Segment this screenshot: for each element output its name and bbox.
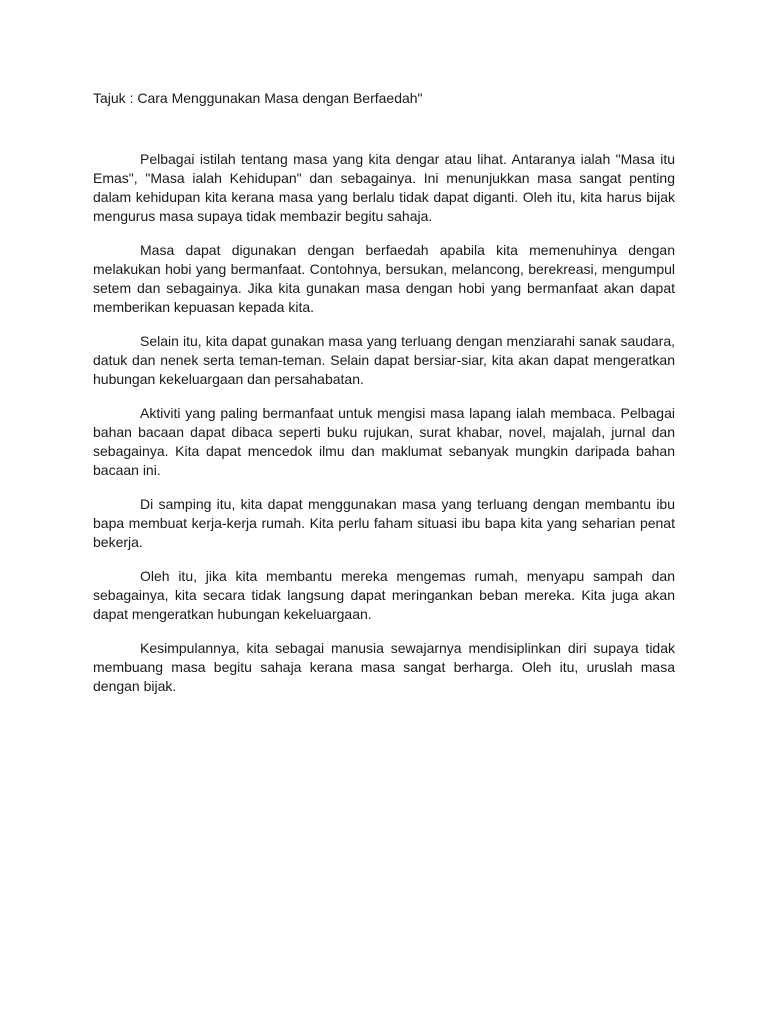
paragraph-hobbies: Masa dapat digunakan dengan berfaedah apabila kita memenuhinya dengan melakukan hobi yang bermanfaat. Contohnya, bersukan, melancong, berekreasi, mengumpul setem dan sebagainya. Jika kita gunakan masa dengan hobi yang bermanfaat akan dapat memberikan kepuasan kepada kita. — [93, 242, 675, 315]
document-title: Tajuk : Cara Menggunakan Masa dengan Berfaedah" — [93, 90, 423, 106]
paragraph-housework: Di samping itu, kita dapat menggunakan masa yang terluang dengan membantu ibu bapa membuat kerja-kerja rumah. Kita perlu faham situasi ibu bapa kita yang seharian penat bekerja. — [93, 496, 675, 550]
paragraph-reading: Aktiviti yang paling bermanfaat untuk mengisi masa lapang ialah membaca. Pelbagai bahan bacaan dapat dibaca seperti buku rujukan, surat khabar, novel, majalah, jurnal dan sebagainya. Kita dapat mencedok ilmu dan maklumat sebanyak mungkin daripada bahan bacaan ini. — [93, 405, 675, 478]
paragraph-intro: Pelbagai istilah tentang masa yang kita dengar atau lihat. Antaranya ialah "Masa itu Emas", "Masa ialah Kehidupan" dan sebagainya. Ini menunjukkan masa sangat penting dalam kehidupan kita kerana masa yang berlalu tidak dapat diganti. Oleh itu, kita harus bijak mengurus masa supaya tidak membazir begitu sahaja. — [93, 151, 675, 224]
document-body — [93, 150, 675, 711]
paragraph-helping: Oleh itu, jika kita membantu mereka mengemas rumah, menyapu sampah dan sebagainya, kita secara tidak langsung dapat meringankan beban mereka. Kita juga akan dapat mengeratkan hubungan kekeluargaan. — [93, 568, 675, 622]
paragraph-visiting: Selain itu, kita dapat gunakan masa yang terluang dengan menziarahi sanak saudara, datuk dan nenek serta teman-teman. Selain dapat bersiar-siar, kita akan dapat mengeratkan hubungan kekeluargaan dan persahabatan. — [93, 333, 675, 387]
paragraph-conclusion: Kesimpulannya, kita sebagai manusia sewajarnya mendisiplinkan diri supaya tidak membuang masa begitu sahaja kerana masa sangat berharga. Oleh itu, uruslah masa dengan bijak. — [93, 640, 675, 694]
